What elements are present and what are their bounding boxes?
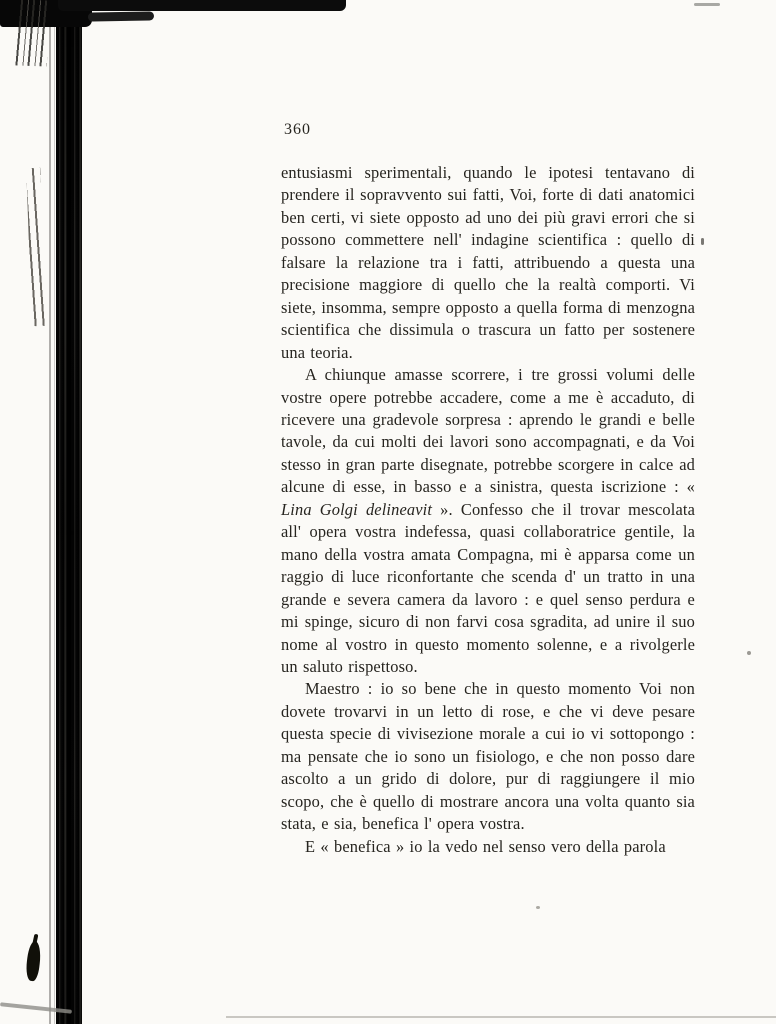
binding-fray-artifact	[46, 0, 57, 1024]
paragraph-2	[281, 364, 695, 678]
paragraph-2-text-after: ». Confesso che il trovar mescolata all' opera vostra indefessa, quasi collaboratrice gentile, la mano della vostra amata Compagna, mi è apparsa come un raggio di luce riconfortante che scenda d' un tratto in una grande e severa camera da lavoro : e quel senso perdura e mi spinge, sicuro di non farvi cosa sgradita, ad unire il suo nome al vostro in questo momento solenne, e a rivolgerle un saluto rispettoso.	[281, 499, 695, 676]
speck-artifact	[747, 651, 751, 655]
page-number: 360	[284, 121, 311, 138]
left-margin-ink-blob	[25, 940, 43, 981]
paragraph-3: Maestro : io so bene che in questo momento Voi non dovete trovarvi in un letto di rose, e che vi deve pesare questa specie di vivisezione morale a cui io vi sottopongo : ma pensate che io sono un fisiologo, e che non posso dare ascolto a un grido di dolore, pur di raggiungere il mio scopo, che è quello di mostrare ancora una volta quanto sia stata, e sia, benefica l' opera vostra.	[281, 679, 695, 834]
binding-edge-artifact	[56, 0, 82, 1024]
bottom-edge-scan-line	[226, 1016, 776, 1018]
top-left-scan-artifact	[0, 0, 92, 27]
left-margin-streaks-top	[15, 0, 49, 67]
bottom-left-corner-artifact	[0, 1002, 72, 1014]
left-margin-streaks-middle	[26, 168, 46, 326]
paragraph-1: entusiasmi sperimentali, quando le ipotesi tentavano di prendere il sopravvento sui fatti, Voi, forte di dati anatomici ben certi, vi siete opposto ad uno dei più gravi errori che si possono commettere nell' indagine scientifica : quello di falsare la relazione tra i fatti, attribuendo a questa una precisione maggiore di quello che la realtà comporti. Vi siete, insomma, sempre opposto a quella forma di menzogna scientifica che dissimula o trascura un fatto per sostenere una teoria.	[281, 163, 695, 362]
top-edge-scan-artifact	[58, 0, 346, 11]
inscription-italic-text: Lina Golgi delineavit	[281, 499, 433, 519]
paragraph-4: E « benefica » io la vedo nel senso vero della parola	[305, 836, 666, 856]
top-edge-scan-artifact-2	[88, 11, 154, 21]
left-margin-ink-blob-tail	[32, 934, 39, 949]
top-right-speck-artifact	[694, 3, 720, 6]
body-text-block	[281, 162, 695, 858]
speck-artifact	[536, 906, 540, 909]
speck-artifact	[701, 238, 704, 245]
paragraph-2-text-before: A chiunque amasse scorrere, i tre grossi volumi delle vostre opere potrebbe accadere, come a me è accaduto, di ricevere una gradevole sorpresa : aprendo le grandi e belle tavole, da cui molti dei lavori sono accompagnati, e da Voi stesso in gran parte disegnate, potrebbe scorgere in calce ad alcune di esse, in basso e a sinistra, questa iscrizione : «	[281, 365, 695, 497]
